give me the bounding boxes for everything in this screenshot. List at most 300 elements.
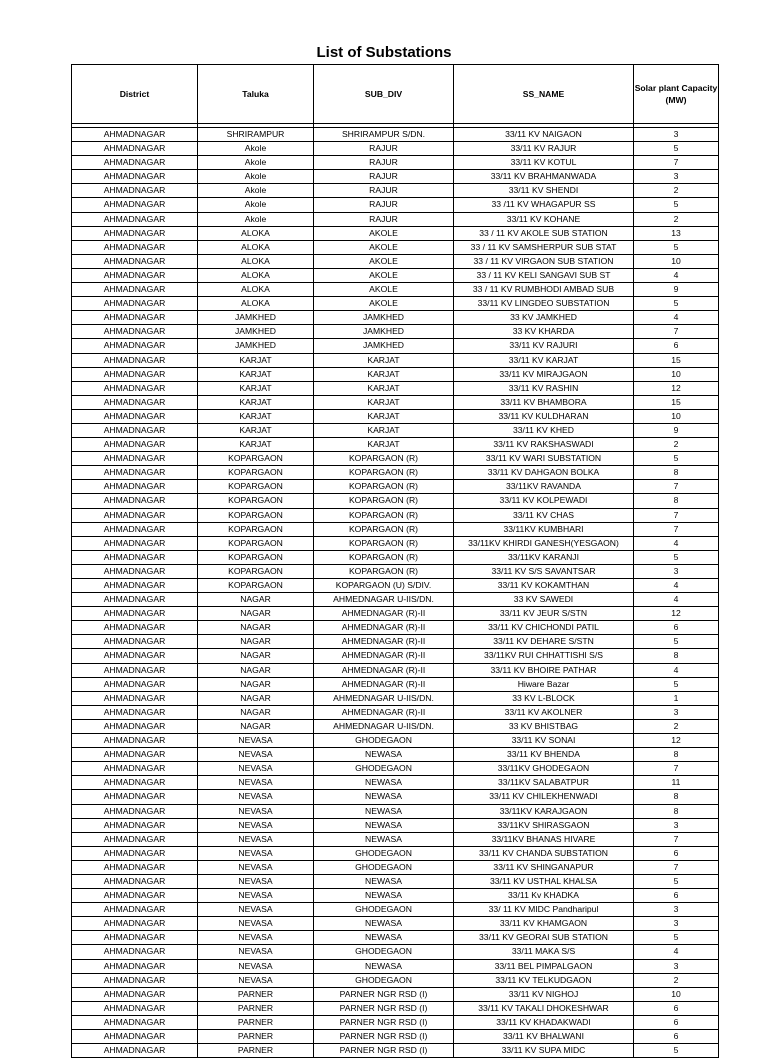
taluka-cell: KARJAT [198,395,314,409]
sub-div-cell: AKOLE [314,268,454,282]
district-cell: AHMADNAGAR [72,550,198,564]
ss-name-cell: 33 KV JAMKHED [454,311,634,325]
ss-name-cell: 33/11KV SALABATPUR [454,776,634,790]
district-cell: AHMADNAGAR [72,1001,198,1015]
table-row [72,607,719,621]
sub-div-cell: AKOLE [314,297,454,311]
table-row [72,748,719,762]
ss-name-cell: 33/11 KV KARJAT [454,353,634,367]
table-row [72,1044,719,1058]
district-cell: AHMADNAGAR [72,790,198,804]
taluka-cell: Akole [198,142,314,156]
table-row [72,254,719,268]
taluka-cell: KARJAT [198,353,314,367]
ss-name-cell: 33/11 KV RAJUR [454,142,634,156]
capacity-cell: 11 [634,776,719,790]
ss-name-cell: 33/11 KV TELKUDGAON [454,973,634,987]
capacity-cell: 9 [634,423,719,437]
taluka-cell: Akole [198,156,314,170]
district-cell: AHMADNAGAR [72,832,198,846]
capacity-cell: 2 [634,438,719,452]
ss-name-cell: 33/11 KV RAJURI [454,339,634,353]
district-cell: AHMADNAGAR [72,1044,198,1058]
sub-div-cell: KARJAT [314,438,454,452]
capacity-cell: 5 [634,1044,719,1058]
district-cell: AHMADNAGAR [72,945,198,959]
table-row [72,550,719,564]
capacity-cell: 8 [634,804,719,818]
table-row [72,931,719,945]
district-cell: AHMADNAGAR [72,649,198,663]
district-cell: AHMADNAGAR [72,226,198,240]
table-row [72,649,719,663]
taluka-cell: NEVASA [198,748,314,762]
sub-div-cell: KARJAT [314,409,454,423]
column-header-sub-div: SUB_DIV [314,65,454,124]
district-cell: AHMADNAGAR [72,987,198,1001]
column-header-solar-capacity: Solar plant Capacity (MW) [634,65,719,124]
sub-div-cell: AHMEDNAGAR (R)-II [314,621,454,635]
district-cell: AHMADNAGAR [72,579,198,593]
district-cell: AHMADNAGAR [72,395,198,409]
sub-div-cell: AHMEDNAGAR U-IIS/DN. [314,691,454,705]
table-row [72,353,719,367]
ss-name-cell: 33 / 11 KV RUMBHODI AMBAD SUB [454,283,634,297]
ss-name-cell: 33/11 KV NAIGAON [454,128,634,142]
taluka-cell: NAGAR [198,621,314,635]
ss-name-cell: 33/11 KV BHENDA [454,748,634,762]
sub-div-cell: AHMEDNAGAR (R)-II [314,607,454,621]
capacity-cell: 5 [634,931,719,945]
ss-name-cell: 33/11 Kv KHADKA [454,889,634,903]
sub-div-cell: PARNER NGR RSD (I) [314,1015,454,1029]
table-row [72,508,719,522]
district-cell: AHMADNAGAR [72,973,198,987]
taluka-cell: PARNER [198,1030,314,1044]
sub-div-cell: PARNER NGR RSD (I) [314,987,454,1001]
district-cell: AHMADNAGAR [72,409,198,423]
sub-div-cell: NEWASA [314,917,454,931]
sub-div-cell: KOPARGAON (R) [314,550,454,564]
taluka-cell: KOPARGAON [198,494,314,508]
ss-name-cell: 33/11 KV CHANDA SUBSTATION [454,846,634,860]
taluka-cell: NAGAR [198,593,314,607]
ss-name-cell: 33/11KV KARANJI [454,550,634,564]
sub-div-cell: JAMKHED [314,339,454,353]
capacity-cell: 4 [634,593,719,607]
column-header-taluka: Taluka [198,65,314,124]
taluka-cell: NAGAR [198,663,314,677]
sub-div-cell: AKOLE [314,226,454,240]
taluka-cell: NEVASA [198,734,314,748]
sub-div-cell: KOPARGAON (R) [314,508,454,522]
capacity-cell: 3 [634,903,719,917]
taluka-cell: NEVASA [198,874,314,888]
ss-name-cell: 33/11 KV CHILEKHENWADI [454,790,634,804]
district-cell: AHMADNAGAR [72,268,198,282]
district-cell: AHMADNAGAR [72,184,198,198]
taluka-cell: NAGAR [198,677,314,691]
capacity-cell: 6 [634,889,719,903]
ss-name-cell: 33/11 KV AKOLNER [454,705,634,719]
taluka-cell: KOPARGAON [198,452,314,466]
table-row [72,367,719,381]
sub-div-cell: AKOLE [314,283,454,297]
table-row [72,734,719,748]
ss-name-cell: 33/11 KV DEHARE S/STN [454,635,634,649]
ss-name-cell: 33/11 KV SONAI [454,734,634,748]
taluka-cell: KOPARGAON [198,466,314,480]
capacity-cell: 5 [634,677,719,691]
taluka-cell: ALOKA [198,254,314,268]
table-row [72,804,719,818]
ss-name-cell: 33/11 KV RASHIN [454,381,634,395]
district-cell: AHMADNAGAR [72,212,198,226]
capacity-cell: 7 [634,522,719,536]
capacity-cell: 5 [634,550,719,564]
table-row [72,212,719,226]
taluka-cell: NEVASA [198,917,314,931]
sub-div-cell: KARJAT [314,353,454,367]
sub-div-cell: GHODEGAON [314,903,454,917]
district-cell: AHMADNAGAR [72,889,198,903]
sub-div-cell: GHODEGAON [314,860,454,874]
district-cell: AHMADNAGAR [72,254,198,268]
taluka-cell: PARNER [198,1015,314,1029]
taluka-cell: ALOKA [198,297,314,311]
district-cell: AHMADNAGAR [72,480,198,494]
ss-name-cell: 33 KV L-BLOCK [454,691,634,705]
sub-div-cell: PARNER NGR RSD (I) [314,1044,454,1058]
ss-name-cell: 33/ 11 KV MIDC Pandharipul [454,903,634,917]
sub-div-cell: AKOLE [314,254,454,268]
ss-name-cell: Hiware Bazar [454,677,634,691]
capacity-cell: 15 [634,353,719,367]
capacity-cell: 10 [634,409,719,423]
capacity-cell: 4 [634,268,719,282]
ss-name-cell: 33/11 KV S/S SAVANTSAR [454,564,634,578]
table-row [72,719,719,733]
taluka-cell: KOPARGAON [198,579,314,593]
column-header-district: District [72,65,198,124]
sub-div-cell: AHMEDNAGAR (R)-II [314,677,454,691]
sub-div-cell: AHMEDNAGAR (R)-II [314,663,454,677]
capacity-cell: 13 [634,226,719,240]
sub-div-cell: KARJAT [314,423,454,437]
ss-name-cell: 33/11 KV BHALWANI [454,1030,634,1044]
sub-div-cell: NEWASA [314,832,454,846]
table-row [72,142,719,156]
taluka-cell: KOPARGAON [198,536,314,550]
table-row [72,874,719,888]
taluka-cell: NEVASA [198,860,314,874]
taluka-cell: NEVASA [198,832,314,846]
district-cell: AHMADNAGAR [72,705,198,719]
capacity-cell: 5 [634,142,719,156]
ss-name-cell: 33/11KV SHIRASGAON [454,818,634,832]
district-cell: AHMADNAGAR [72,691,198,705]
taluka-cell: NEVASA [198,818,314,832]
capacity-cell: 1 [634,691,719,705]
ss-name-cell: 33/11 KV SHENDI [454,184,634,198]
district-cell: AHMADNAGAR [72,818,198,832]
capacity-cell: 4 [634,536,719,550]
district-cell: AHMADNAGAR [72,762,198,776]
substations-table [71,64,719,1058]
ss-name-cell: 33 /11 KV WHAGAPUR SS [454,198,634,212]
sub-div-cell: PARNER NGR RSD (I) [314,1001,454,1015]
table-row [72,494,719,508]
district-cell: AHMADNAGAR [72,1030,198,1044]
taluka-cell: KOPARGAON [198,564,314,578]
table-row [72,1015,719,1029]
sub-div-cell: RAJUR [314,156,454,170]
district-cell: AHMADNAGAR [72,748,198,762]
taluka-cell: NAGAR [198,649,314,663]
table-row [72,395,719,409]
sub-div-cell: KOPARGAON (R) [314,522,454,536]
capacity-cell: 7 [634,860,719,874]
capacity-cell: 12 [634,734,719,748]
district-cell: AHMADNAGAR [72,663,198,677]
capacity-cell: 12 [634,381,719,395]
ss-name-cell: 33 / 11 KV SAMSHERPUR SUB STAT [454,240,634,254]
capacity-cell: 7 [634,832,719,846]
taluka-cell: JAMKHED [198,311,314,325]
district-cell: AHMADNAGAR [72,240,198,254]
taluka-cell: ALOKA [198,240,314,254]
capacity-cell: 8 [634,494,719,508]
district-cell: AHMADNAGAR [72,367,198,381]
capacity-cell: 7 [634,480,719,494]
sub-div-cell: RAJUR [314,212,454,226]
taluka-cell: NEVASA [198,931,314,945]
capacity-cell: 3 [634,818,719,832]
sub-div-cell: NEWASA [314,748,454,762]
ss-name-cell: 33/11KV RUI CHHATTISHI S/S [454,649,634,663]
capacity-cell: 15 [634,395,719,409]
table-row [72,691,719,705]
ss-name-cell: 33 / 11 KV KELI SANGAVI SUB ST [454,268,634,282]
capacity-cell: 3 [634,917,719,931]
ss-name-cell: 33/11 KV JEUR S/STN [454,607,634,621]
capacity-cell: 5 [634,198,719,212]
ss-name-cell: 33/11 KV BHAMBORA [454,395,634,409]
table-row [72,409,719,423]
taluka-cell: NEVASA [198,945,314,959]
table-row [72,311,719,325]
table-row [72,903,719,917]
table-row [72,776,719,790]
capacity-cell: 5 [634,635,719,649]
ss-name-cell: 33/11 KV SUPA MIDC [454,1044,634,1058]
ss-name-cell: 33/11 KV DAHGAON BOLKA [454,466,634,480]
ss-name-cell: 33 KV SAWEDI [454,593,634,607]
taluka-cell: KOPARGAON [198,480,314,494]
capacity-cell: 5 [634,297,719,311]
taluka-cell: KARJAT [198,367,314,381]
taluka-cell: Akole [198,198,314,212]
taluka-cell: Akole [198,184,314,198]
district-cell: AHMADNAGAR [72,494,198,508]
capacity-cell: 5 [634,452,719,466]
capacity-cell: 6 [634,846,719,860]
table-row [72,593,719,607]
taluka-cell: KARJAT [198,438,314,452]
ss-name-cell: 33/11 KV BRAHMANWADA [454,170,634,184]
taluka-cell: NEVASA [198,903,314,917]
sub-div-cell: NEWASA [314,931,454,945]
ss-name-cell: 33/11 KV MIRAJGAON [454,367,634,381]
ss-name-cell: 33 KV BHISTBAG [454,719,634,733]
ss-name-cell: 33/11 KV NIGHOJ [454,987,634,1001]
table-row [72,268,719,282]
district-cell: AHMADNAGAR [72,677,198,691]
ss-name-cell: 33/11KV KARAJGAON [454,804,634,818]
table-row [72,564,719,578]
capacity-cell: 3 [634,128,719,142]
table-row [72,987,719,1001]
sub-div-cell: PARNER NGR RSD (I) [314,1030,454,1044]
district-cell: AHMADNAGAR [72,874,198,888]
taluka-cell: NAGAR [198,691,314,705]
table-row [72,226,719,240]
district-cell: AHMADNAGAR [72,128,198,142]
district-cell: AHMADNAGAR [72,734,198,748]
capacity-cell: 2 [634,719,719,733]
table-row [72,325,719,339]
capacity-cell: 10 [634,254,719,268]
taluka-cell: KOPARGAON [198,522,314,536]
table-row [72,170,719,184]
sub-div-cell: RAJUR [314,198,454,212]
sub-div-cell: NEWASA [314,790,454,804]
table-row [72,945,719,959]
ss-name-cell: 33/11KV KHIRDI GANESH(YESGAON) [454,536,634,550]
ss-name-cell: 33 / 11 KV AKOLE SUB STATION [454,226,634,240]
district-cell: AHMADNAGAR [72,142,198,156]
taluka-cell: JAMKHED [198,325,314,339]
district-cell: AHMADNAGAR [72,353,198,367]
district-cell: AHMADNAGAR [72,438,198,452]
sub-div-cell: KARJAT [314,381,454,395]
capacity-cell: 9 [634,283,719,297]
taluka-cell: NEVASA [198,776,314,790]
capacity-cell: 6 [634,339,719,353]
capacity-cell: 6 [634,1030,719,1044]
district-cell: AHMADNAGAR [72,423,198,437]
sub-div-cell: GHODEGAON [314,734,454,748]
capacity-cell: 3 [634,705,719,719]
ss-name-cell: 33/11 KV KHADAKWADI [454,1015,634,1029]
ss-name-cell: 33/11 MAKA S/S [454,945,634,959]
sub-div-cell: KARJAT [314,367,454,381]
table-row [72,438,719,452]
taluka-cell: Akole [198,170,314,184]
table-row [72,635,719,649]
page-title: List of Substations [316,44,452,61]
ss-name-cell: 33/11 KV KOLPEWADI [454,494,634,508]
taluka-cell: ALOKA [198,226,314,240]
sub-div-cell: NEWASA [314,889,454,903]
capacity-cell: 12 [634,607,719,621]
taluka-cell: NEVASA [198,973,314,987]
ss-name-cell: 33/11 KV LINGDEO SUBSTATION [454,297,634,311]
sub-div-cell: NEWASA [314,804,454,818]
sub-div-cell: AHMEDNAGAR (R)-II [314,635,454,649]
table-row [72,762,719,776]
table-row [72,423,719,437]
ss-name-cell: 33/11 KV KOHANE [454,212,634,226]
district-cell: AHMADNAGAR [72,339,198,353]
table-row [72,621,719,635]
district-cell: AHMADNAGAR [72,593,198,607]
sub-div-cell: NEWASA [314,874,454,888]
sub-div-cell: RAJUR [314,184,454,198]
ss-name-cell: 33/11KV RAVANDA [454,480,634,494]
district-cell: AHMADNAGAR [72,846,198,860]
taluka-cell: NEVASA [198,762,314,776]
ss-name-cell: 33/11 KV BHOIRE PATHAR [454,663,634,677]
district-cell: AHMADNAGAR [72,522,198,536]
ss-name-cell: 33/11 KV CHAS [454,508,634,522]
table-row [72,466,719,480]
taluka-cell: KOPARGAON [198,508,314,522]
table-row [72,832,719,846]
capacity-cell: 8 [634,790,719,804]
taluka-cell: NEVASA [198,846,314,860]
sub-div-cell: AKOLE [314,240,454,254]
sub-div-cell: KARJAT [314,395,454,409]
capacity-cell: 10 [634,367,719,381]
capacity-cell: 5 [634,874,719,888]
ss-name-cell: 33/11 KV CHICHONDI PATIL [454,621,634,635]
capacity-cell: 4 [634,311,719,325]
taluka-cell: KARJAT [198,423,314,437]
sub-div-cell: KOPARGAON (R) [314,480,454,494]
capacity-cell: 5 [634,240,719,254]
table-row [72,663,719,677]
sub-div-cell: GHODEGAON [314,973,454,987]
capacity-cell: 10 [634,987,719,1001]
table-row [72,198,719,212]
table-row [72,917,719,931]
sub-div-cell: KOPARGAON (U) S/DIV. [314,579,454,593]
district-cell: AHMADNAGAR [72,860,198,874]
table-row [72,1030,719,1044]
capacity-cell: 6 [634,621,719,635]
table-row [72,973,719,987]
capacity-cell: 3 [634,959,719,973]
column-header-ss-name: SS_NAME [454,65,634,124]
district-cell: AHMADNAGAR [72,508,198,522]
table-row [72,536,719,550]
sub-div-cell: NEWASA [314,776,454,790]
capacity-cell: 2 [634,973,719,987]
table-body [72,128,719,1058]
district-cell: AHMADNAGAR [72,959,198,973]
table-row [72,846,719,860]
district-cell: AHMADNAGAR [72,466,198,480]
ss-name-cell: 33/11 KV SHINGANAPUR [454,860,634,874]
capacity-cell: 3 [634,564,719,578]
district-cell: AHMADNAGAR [72,381,198,395]
taluka-cell: ALOKA [198,283,314,297]
capacity-cell: 8 [634,649,719,663]
table-row [72,677,719,691]
district-cell: AHMADNAGAR [72,931,198,945]
ss-name-cell: 33/11 KV WARI SUBSTATION [454,452,634,466]
